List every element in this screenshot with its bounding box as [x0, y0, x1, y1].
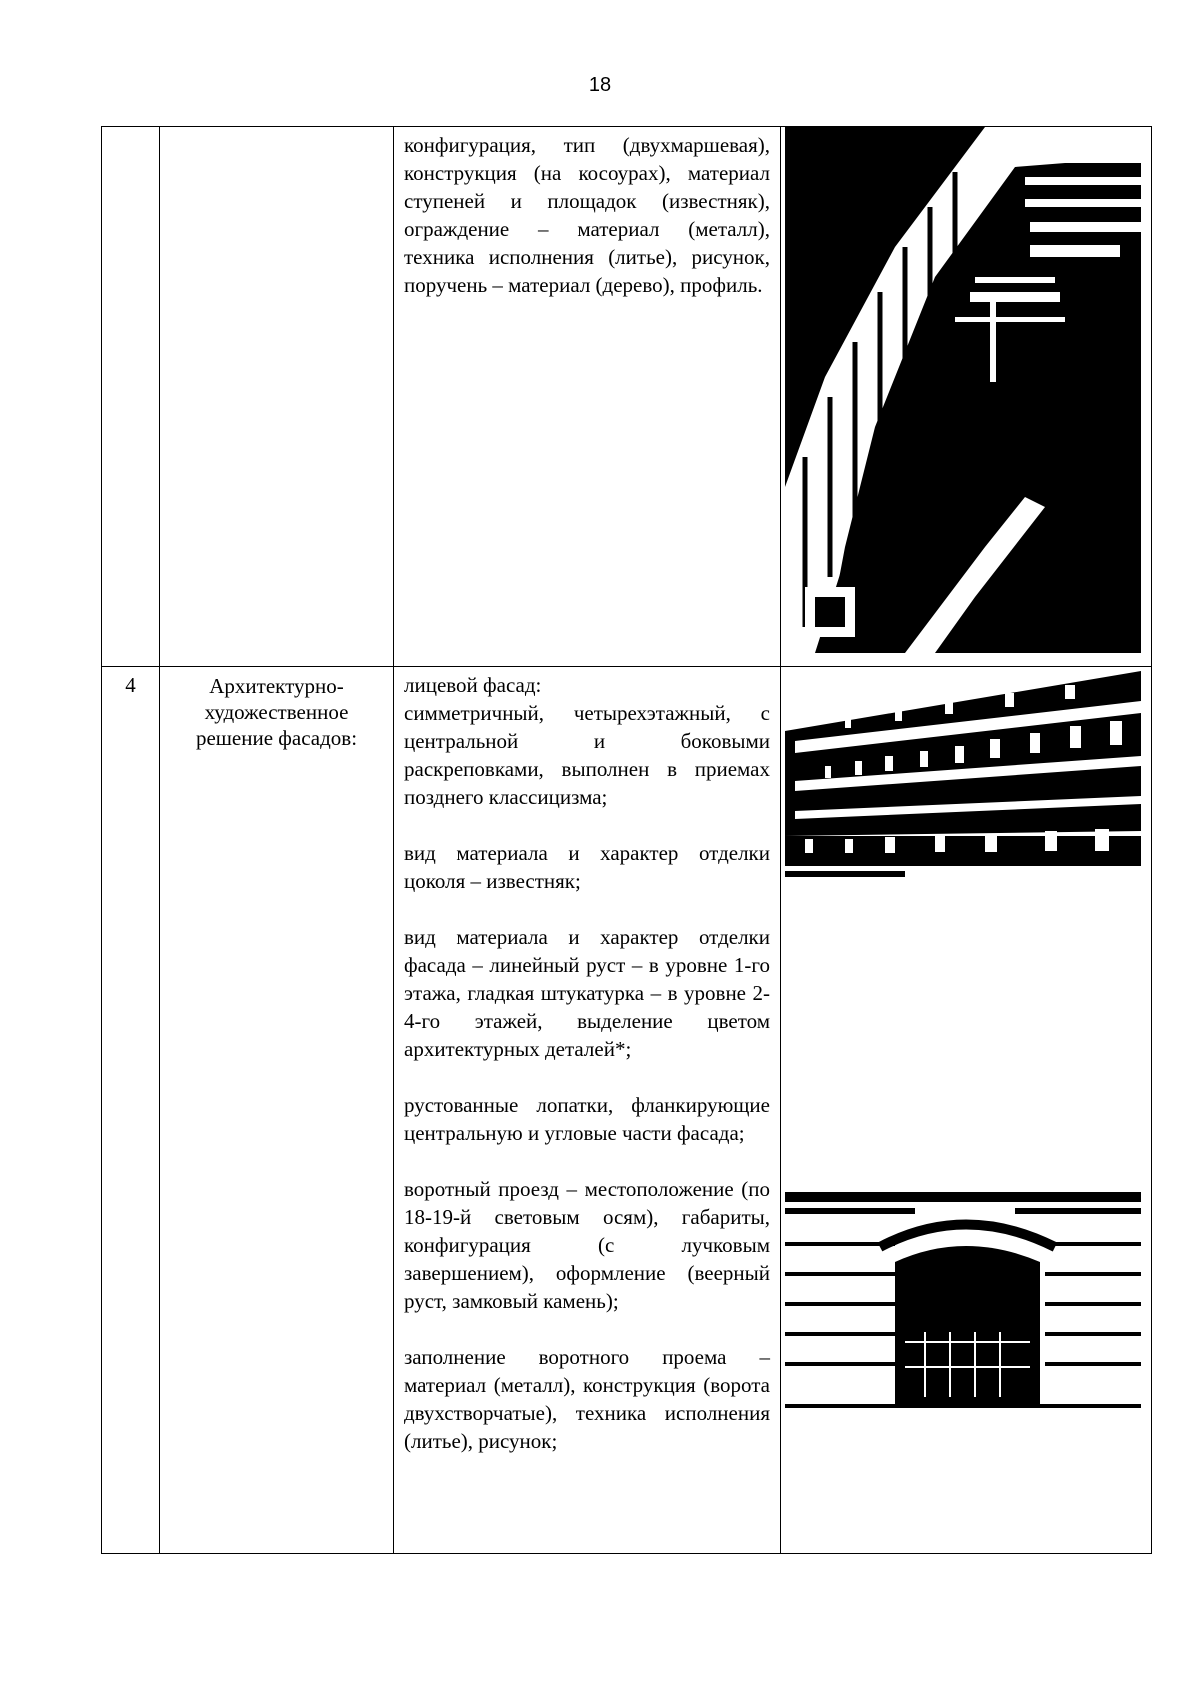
- description-paragraph: рустованные лопатки, фланкирующие центральную и угловые части фасада;: [404, 1093, 770, 1145]
- row-name-cell: [160, 127, 394, 667]
- staircase-photo: [785, 127, 1141, 653]
- gate-photo: [785, 1192, 1141, 1422]
- table-row: [102, 667, 1152, 1554]
- description-paragraph: заполнение воротного проема – материал (металл), конструкция (ворота двухстворчатые), техника исполнения (литье), рисунок;: [404, 1345, 770, 1453]
- description-paragraph: вид материала и характер отделки фасада – линейный руст – в уровне 1-го этажа, гладкая штукатурка – в уровне 2-4-го этажей, выделение цветом архитектурных деталей*;: [404, 925, 770, 1061]
- row-description-cell: [394, 127, 781, 667]
- row-image-cell: [781, 127, 1152, 667]
- description-paragraph: воротный проезд – местоположение (по 18-19-й световым осям), габариты, конфигурация (с лучковым завершением), оформление (веерный руст, замковый камень);: [404, 1177, 770, 1313]
- row-description-cell: [394, 667, 781, 1554]
- row-name-cell: Архитектурно-художественное решение фасадов:: [160, 667, 394, 1554]
- page-number: 18: [588, 74, 612, 96]
- attributes-table: [101, 126, 1152, 1554]
- description-paragraph: конфигурация, тип (двухмаршевая), конструкция (на косоурах), материал ступеней и площадок (известняк), ограждение – материал (металл), техника исполнения (литье), рисунок, поручень – материал (дерево), профиль.: [404, 133, 770, 297]
- facade-photo: [785, 671, 1141, 885]
- description-paragraph: вид материала и характер отделки цоколя – известняк;: [404, 841, 770, 893]
- description-paragraph: лицевой фасад:: [404, 673, 542, 697]
- table-row: [102, 127, 1152, 667]
- description-paragraph: симметричный, четырехэтажный, с центральной и боковыми раскреповками, выполнен в приемах позднего классицизма;: [404, 701, 770, 809]
- row-image-cell: [781, 667, 1152, 1554]
- row-number-cell: 4: [102, 667, 160, 1554]
- row-number-cell: [102, 127, 160, 667]
